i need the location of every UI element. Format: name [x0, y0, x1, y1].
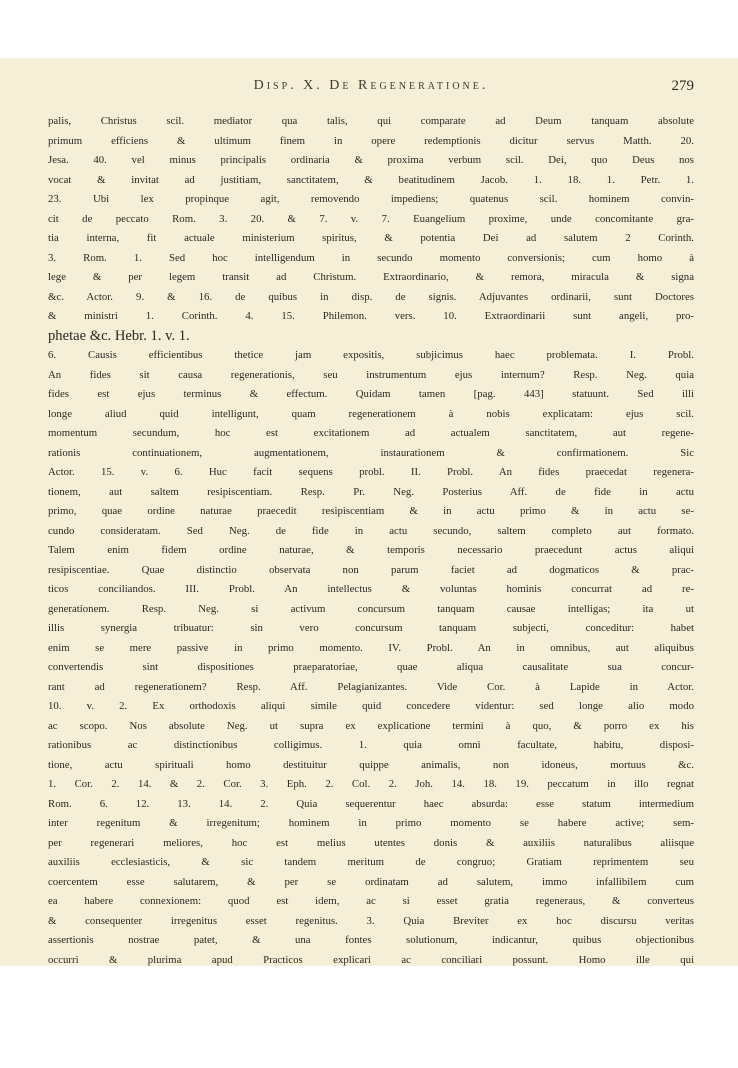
text-line: primo, quae ordine naturae praecedit resipiscentiam & in actu primo & in actu se- — [48, 505, 694, 517]
text-line: ea habere connexionem: quod est idem, ac si esset gratia regeneraus, & converteus — [48, 895, 694, 907]
top-margin — [0, 0, 738, 58]
text-line: inter regenitum & irregenitum; hominem in primo momento se habere active; sem- — [48, 817, 694, 829]
running-title: Disp. X. De Regeneratione. — [253, 78, 489, 93]
text-line: & ministri 1. Corinth. 4. 15. Philemon. vers. 10. Extraordinarii sunt angeli, pro- — [48, 310, 694, 322]
text-line: rationibus ac distinctionibus colligimus. 1. quia omni facultate, habitu, disposi- — [48, 739, 694, 751]
text-line: assertionis nostrae patet, & una fontes solutionum, indicantur, quibus objectionibus — [48, 934, 694, 946]
text-line: rationis continuationem, augmentationem, instaurationem & confirmationem. Sic — [48, 446, 694, 459]
text-line: cit de peccato Rom. 3. 20. & 7. v. 7. Euangelium proxime, unde concomitante gra- — [48, 212, 694, 225]
text-line: lege & per legem transit ad Christum. Extraordinario, & remora, miracula & signa — [48, 271, 694, 283]
text-line: palis, Christus scil. mediator qua talis, qui comparate ad Deum tanquam absolute — [48, 115, 694, 127]
text-line: & consequenter irregenitus esset regenitus. 3. Quia Breviter ex hoc discursu veritas — [48, 914, 694, 927]
text-line: An fides sit causa regenerationis, seu instrumentum ejus internum? Resp. Neg. quia — [48, 368, 694, 381]
text-line: tia interna, fit actuale ministerium spiritus, & potentia Dei ad salutem 2 Corinth. — [48, 232, 694, 244]
page-number: 279 — [671, 78, 694, 94]
text-line: phetae &c. Hebr. 1. v. 1. — [48, 327, 190, 344]
text-line: enim se mere passive in primo momento. IV. Probl. An in omnibus, aut aliquibus — [48, 641, 694, 654]
text-line: coercentem esse salutarem, & per se ordinatam ad salutem, immo infallibilem cum — [48, 875, 694, 888]
text-line: occurri & plurima apud Practicos explicari ac conciliari possunt. Homo ille qui — [48, 953, 694, 966]
bottom-margin — [0, 966, 738, 1068]
text-line: 23. Ubi lex propinque agit, removendo impediens; quatenus scil. hominem convin- — [48, 193, 694, 205]
running-head — [48, 78, 694, 98]
text-line: Actor. 15. v. 6. Huc facit sequens probl. II. Probl. An fides praecedat regenera- — [48, 466, 694, 478]
text-line: tione, actu spirituali homo destituitur quippe animalis, non idoneus, mortuus &c. — [48, 758, 694, 771]
text-line: vocat & invitat ad justitiam, sanctitatem, & beatitudinem Jacob. 1. 18. 1. Petr. 1. — [48, 173, 694, 186]
text-line: ac scopo. Nos absolute Neg. ut supra ex explicatione termini à quo, & porro ex his — [48, 719, 694, 732]
text-line: cundo consideratam. Sed Neg. de fide in actu secundo, saltem completo aut formato. — [48, 524, 694, 537]
text-body — [48, 112, 694, 966]
text-line: Rom. 6. 12. 13. 14. 2. Quia sequerentur haec absurda: esse statum intermedium — [48, 797, 694, 810]
text-line: ticos conciliandos. III. Probl. An intellectus & voluntas hominis concurrat ad re- — [48, 583, 694, 595]
text-line: 10. v. 2. Ex orthodoxis aliqui simile quid concedere videntur: sed longe alio modo — [48, 700, 694, 712]
text-line: longe aliud quid intelligunt, quam regenerationem à nobis explicatam: ejus scil. — [48, 407, 694, 420]
text-line: 6. Causis efficientibus thetice jam expositis, subjicimus haec problemata. I. Probl. — [48, 349, 694, 361]
text-line: 3. Rom. 1. Sed hoc intelligendum in secundo momento conversionis; cum homo à — [48, 251, 694, 264]
text-line: &c. Actor. 9. & 16. de quibus in disp. de signis. Adjuvantes ordinarii, sunt Doctores — [48, 290, 694, 303]
text-line: Jesa. 40. vel minus principalis ordinaria & proxima verbum scil. Dei, quo Deus nos — [48, 154, 694, 166]
text-line: momentum secundum, hoc est excitationem ad actualem sanctitatem, aut regene- — [48, 427, 694, 439]
text-line: resipiscentiae. Quae distinctio observata non parum faciet ad dogmaticos & prac- — [48, 563, 694, 576]
text-line: per regenerari meliores, hoc est melius utentes donis & auxiliis naturalibus aliisque — [48, 836, 694, 849]
text-line: Talem enim fidem ordine naturae, & temporis necessario praecedunt actus aliqui — [48, 544, 694, 556]
text-line: illis synergia tribuatur: sin vero concursum tanquam subjecti, conceditur: habet — [48, 622, 694, 634]
text-line: rant ad regenerationem? Resp. Aff. Pelagianizantes. Vide Cor. à Lapide in Actor. — [48, 680, 694, 693]
text-line: convertendis sint dispositiones praeparatoriae, quae aliqua causalitate sua concur- — [48, 661, 694, 673]
text-line: primum efficiens & ultimum finem in opere redemptionis dicitur servus Matth. 20. — [48, 134, 694, 147]
text-line: auxiliis ecclesiasticis, & sic tandem meritum de congruo; Gratiam reprimentem seu — [48, 856, 694, 868]
text-line: 1. Cor. 2. 14. & 2. Cor. 3. Eph. 2. Col. 2. Joh. 14. 18. 19. peccatum in illo regnat — [48, 778, 694, 790]
text-line: fides est ejus terminus & effectum. Quidam tamen [pag. 443] statuunt. Sed illi — [48, 388, 694, 400]
text-line: generationem. Resp. Neg. si activum concursum tanquam causae intelligas; ita ut — [48, 602, 694, 615]
text-line: tionem, aut saltem resipiscentiam. Resp. Pr. Neg. Posterius Aff. de fide in actu — [48, 485, 694, 498]
